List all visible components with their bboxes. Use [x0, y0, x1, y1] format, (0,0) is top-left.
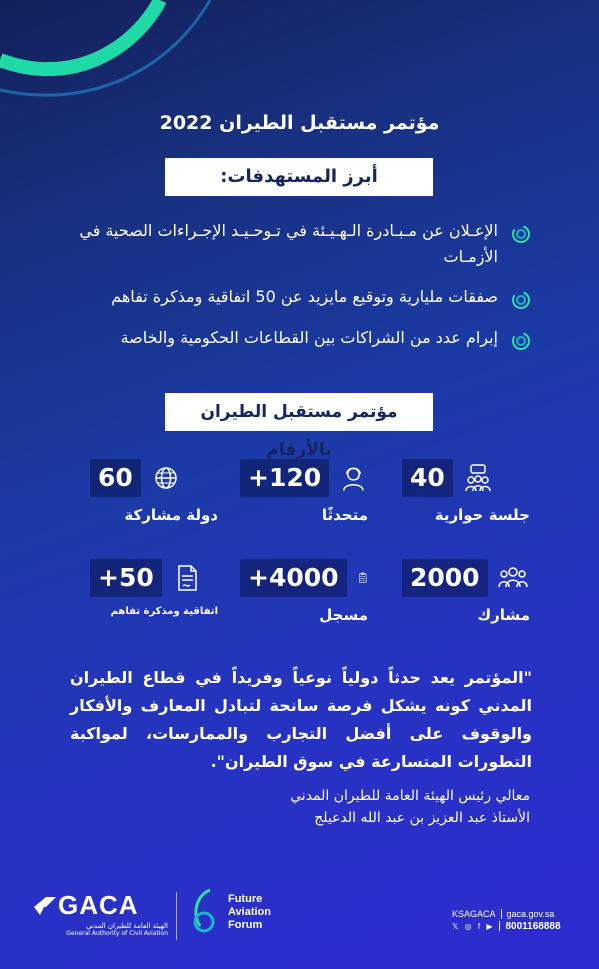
website-link[interactable]: gaca.gov.sa	[506, 909, 555, 919]
stat-label: جلسة حوارية	[434, 506, 530, 524]
stat-value: 60	[90, 459, 141, 497]
stat-value: +120	[240, 459, 329, 497]
stat-participants	[402, 556, 530, 624]
forum-name-line1: Future	[228, 892, 263, 905]
forum-name-line3: Forum	[228, 918, 263, 931]
social-handle: KSAGACA	[452, 909, 496, 919]
forum-emblem-icon	[186, 886, 222, 938]
stat-label: مسجل	[319, 606, 368, 624]
goals-heading: أبرز المستهدفات:	[165, 158, 433, 196]
stat-label: متحدثًا	[321, 506, 368, 524]
gaca-emblem-icon	[32, 893, 58, 919]
page-title: مؤتمر مستقبل الطيران 2022	[159, 112, 440, 134]
stat-registered	[240, 556, 368, 624]
gaca-subtitle-en: General Authority of Civil Aviation	[66, 930, 168, 937]
stat-agreements	[90, 556, 218, 617]
attribution-title: معالي رئيس الهيئة العامة للطيران المدني	[290, 788, 530, 804]
goal-item	[60, 218, 532, 270]
stat-value: +4000	[240, 559, 347, 597]
stat-value: 2000	[402, 559, 488, 597]
stat-value: 40	[402, 459, 453, 497]
gaca-subtitle-ar: الهيئة العامة للطيران المدني	[86, 922, 168, 930]
goals-list	[60, 218, 532, 366]
quote-text: "المؤتمر يعد حدثاً دولياً نوعياً وفريداً في قطاع الطيران المدني كونه يشكل فرصة سانحة لتبادل المعارف والأفكار والوقوف على أفضل التجارب والممارسات، لمواكبة التطورات المتسارعة في سوق الطيران".	[70, 668, 532, 771]
stat-speakers	[240, 456, 368, 524]
numbers-heading: مؤتمر مستقبل الطيران بالأرقام	[165, 393, 433, 431]
footer-divider	[176, 892, 177, 940]
discussion-group-icon	[463, 463, 493, 493]
stat-countries	[90, 456, 218, 524]
speaker-headset-icon	[339, 463, 368, 493]
phone-number: 8001168888	[505, 920, 561, 932]
forum-name-line2: Aviation	[228, 905, 271, 918]
goal-text: الإعـلان عن مـبـادرة الـهـيـئة في تـوحـيـد الإجـراءات الصحية في الأزمـات	[79, 221, 498, 266]
participants-icon	[498, 563, 528, 593]
goal-item	[60, 325, 532, 352]
stat-label: اتفاقية ومذكرة تفاهم	[110, 606, 218, 617]
goal-text: صفقات مليارية وتوقيع مايزيد عن 50 اتفاقية ومذكرة تفاهم	[111, 287, 498, 306]
goal-text: إبرام عدد من الشراكات بين القطاعات الحكومية والخاصة	[120, 328, 498, 347]
globe-icon	[151, 463, 181, 493]
goal-item	[60, 284, 532, 311]
social-icons[interactable]: 𝕏 ◎ f ▶	[452, 921, 495, 931]
footer	[0, 880, 599, 950]
stat-label: دولة مشاركة	[124, 506, 218, 524]
future-aviation-forum-logo	[186, 886, 271, 938]
gaca-logo	[32, 890, 168, 937]
stat-sessions	[402, 456, 530, 524]
quote-attribution	[70, 785, 530, 829]
attribution-name: الأستاذ عبد العزيز بن عبد الله الدعيلج	[314, 810, 530, 826]
stat-label: مشارك	[477, 606, 530, 624]
bullet-swirl-icon	[510, 330, 532, 352]
contact-info	[452, 908, 572, 932]
registration-clipboard-icon	[357, 563, 368, 593]
bullet-swirl-icon	[510, 289, 532, 311]
bullet-swirl-icon	[510, 223, 532, 245]
agreement-document-icon	[172, 563, 202, 593]
stat-value: +50	[90, 559, 162, 597]
gaca-wordmark: GACA	[58, 890, 139, 920]
